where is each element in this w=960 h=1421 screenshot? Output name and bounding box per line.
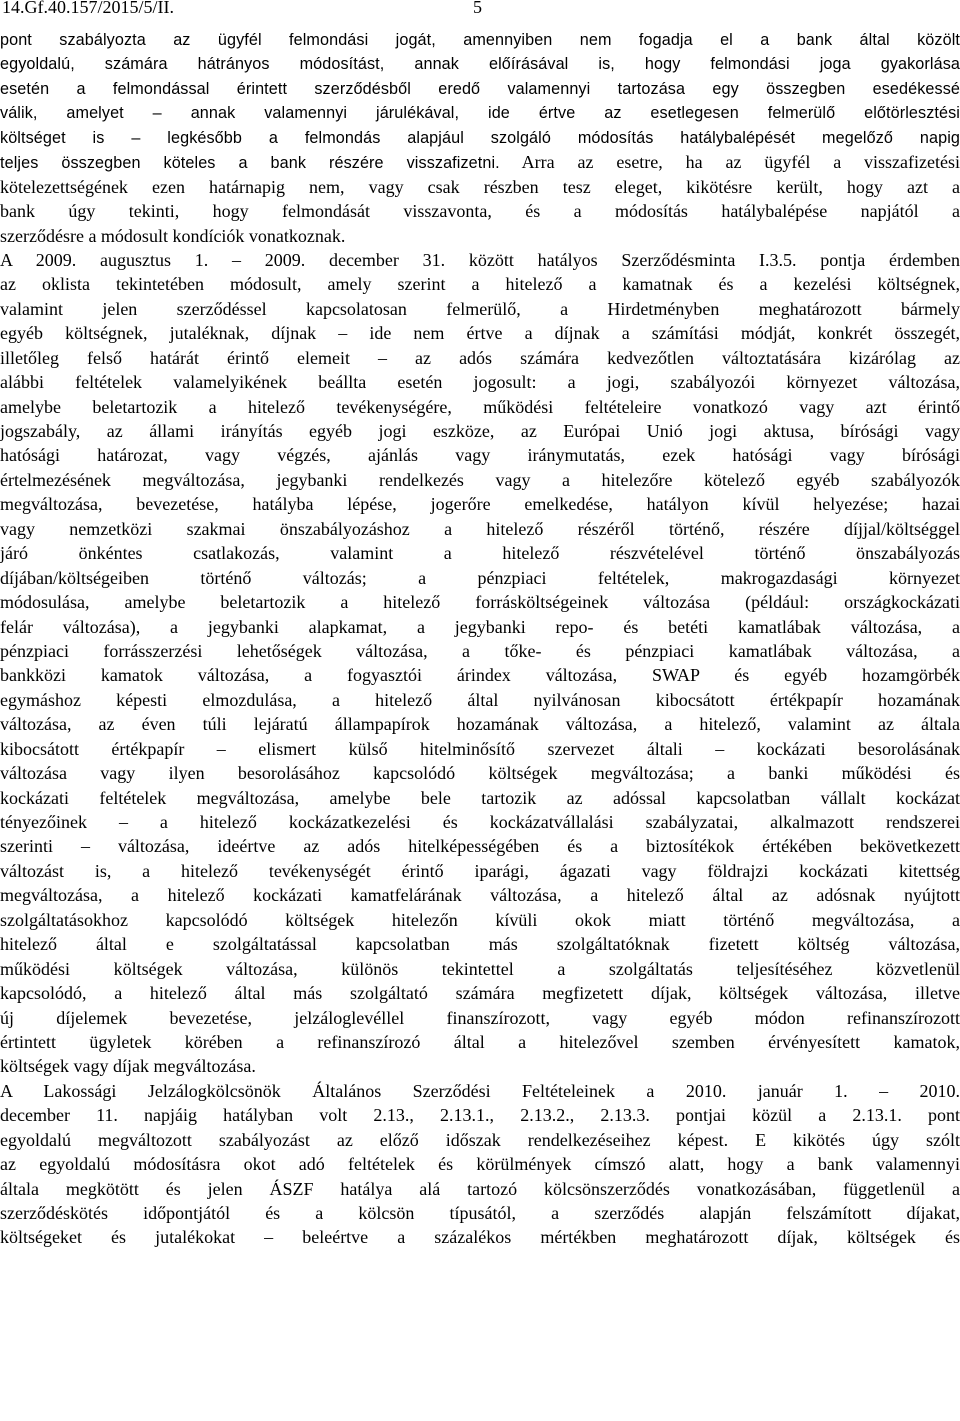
text-line: tényezőinek – a hitelező kockázatkezelési és kockázatvállalási szabályzatai, alkalmazott rendszerei — [0, 812, 960, 832]
text-line: költségek vagy díjak megváltozása. — [0, 1056, 256, 1077]
text-line: A Lakossági Jelzálogkölcsönök Általános Szerződési Feltételeinek a 2010. január 1. – 2010. — [0, 1080, 960, 1101]
text-line: megváltozása, bevezetése, hatályba lépése, jogerőre emelkedése, hatályon kívül helyezése; hazai — [0, 494, 960, 515]
text-line: költségeket és jutalékokat – beleértve a százalékos mértékben meghatározott díjak, költségek és — [0, 1227, 960, 1248]
text-line: egyoldalú, számára hátrányos módosítást, annak előírásával is, hogy felmondási joga gyakorlása — [0, 55, 960, 74]
text-line: szolgáltatásokhoz kapcsolódó költségek hitelezőn kívüli okok miatt történő megváltozása, a — [0, 909, 960, 930]
text-line: megváltozása, a hitelező kockázati kamatfelárának változása, a hitelező által az adósnak nyújtott — [0, 885, 960, 906]
text-line: hitelező által e szolgáltatással kapcsolatban más szolgáltatóknak fizetett költség változása, — [0, 934, 960, 955]
text-line: valamint jelen szerződéssel kapcsolatosan felmerülő, a Hirdetményben meghatározott bármely — [0, 298, 960, 319]
text-line: működési költségek változása, különös tekintettel a szolgáltatás teljesítéséhez közvetlenül — [0, 958, 960, 979]
text-line — [0, 150, 960, 174]
text-segment: Arra az esetre, ha az ügyfél a visszafizetési — [499, 152, 960, 173]
text-line: hatósági határozat, vagy végzés, ajánlás vagy iránymutatás, ezek hatósági vagy bírósági — [0, 445, 960, 466]
text-line: díjában/költségeiben történő változás; a pénzpiaci feltételek, makrogazdasági környezet — [0, 567, 960, 588]
text-line: jogszabály, az állami irányítás egyéb jogi eszköze, az Európai Unió jogi aktusa, bírósági vagy — [0, 421, 960, 441]
text-line: változása vagy ilyen besorolásához kapcsolódó költségek megváltozása; a banki működési és — [0, 763, 960, 784]
document-body — [0, 28, 960, 1250]
text-line: értintett ügyletek körében a refinanszírozó által a hitelezővel szemben érvényesített kamatok, — [0, 1031, 960, 1052]
text-line: az egyoldalú módosításra okot adó feltételek és körülmények címszó alatt, hogy a bank valamennyi — [0, 1154, 960, 1175]
text-line: december 11. napjáig hatályban volt 2.13., 2.13.1., 2.13.2., 2.13.3. pontjai közül a 2.13.1. pont — [0, 1105, 960, 1126]
text-line: új díjelemek bevezetése, jelzáloglevéllel finanszírozott, vagy egyéb módon refinanszírozott — [0, 1007, 960, 1028]
text-line: felár változása), a jegybanki alapkamat, a jegybanki repo- és betéti kamatlábak változása, a — [0, 616, 960, 637]
text-line: kockázati feltételek megváltozása, amelybe bele tartozik az adóssal kapcsolatban vállalt kockázat — [0, 787, 960, 808]
text-line: járó önkéntes csatlakozás, valamint a hitelező részvételével történő önszabályozás — [0, 543, 960, 564]
text-line: értelmezésének megváltozása, jegybanki rendelkezés vagy a hitelezőre kötelező egyéb szabályozók — [0, 469, 960, 490]
text-line: pénzpiaci forrásszerzési lehetőségek változása, a tőke- és pénzpiaci kamatlábak változása, a — [0, 640, 960, 661]
case-reference: 14.Gf.40.157/2015/5/II. — [2, 0, 174, 17]
text-line: szerződésre a módosult kondíciók vonatkoznak. — [0, 225, 346, 246]
text-line: egyoldalú megváltozott szabályozást az előző időszak rendelkezéseihez képest. E kikötés úgy szólt — [0, 1129, 960, 1150]
text-segment: teljes összegben köteles a bank részére visszafizetni. — [0, 154, 500, 173]
text-line: módosulása, amelybe beletartozik a hitelező forrásköltségeinek változása (például: országkockázati — [0, 592, 960, 613]
text-line: esetén a felmondással érintett szerződésből eredő valamennyi tartozása egy összegben esedékessé — [0, 79, 960, 98]
text-line: kibocsátott értékpapír – elismert külső hitelminősítő szervezet általi – kockázati besorolásának — [0, 738, 960, 759]
page-number: 5 — [473, 0, 482, 17]
text-line: illetőleg felső határát érintő elemeit – az adós számára kedvezőtlen változtatására kizárólag az — [0, 347, 960, 368]
text-line: szerződéskötés időpontjától és a kölcsön típusától, a szerződés alapján felszámított díjakat, — [0, 1203, 960, 1223]
text-line: pont szabályozta az ügyfél felmondási jogát, amennyiben nem fogadja el a bank által közölt — [0, 31, 960, 49]
text-line: változást is, a hitelező tevékenységét érintő iparági, ágazati vagy földrajzi kockázati kitettség — [0, 860, 960, 881]
text-line: válik, amelyet – annak valamennyi járulékával, ide értve az esetlegesen felmerülő előtörlesztési — [0, 104, 960, 123]
text-line: változása, az éven túli lejáratú állampapírok hozamának változása, a hitelező, valamint az általa — [0, 714, 960, 735]
text-line: kötelezettségének ezen határnapig nem, vagy csak részben tesz eleget, kikötésre került, hogy azt a — [0, 176, 960, 197]
text-line: bankközi kamatok változása, a fogyasztói árindex változása, SWAP és egyéb hozamgörbék — [0, 665, 960, 686]
text-line: bank úgy tekinti, hogy felmondását visszavonta, és a módosítás hatálybalépése napjától a — [0, 201, 960, 222]
text-line: költséget is – legkésőbb a felmondás alapjául szolgáló módosítás hatálybalépését megelőző napig — [0, 128, 960, 147]
text-line: alábbi feltételek valamelyikének beállta esetén jogosult: a jogi, szabályozói környezet változása, — [0, 372, 960, 393]
text-line: kapcsolódó, a hitelező által más szolgáltató számára megfizetett díjak, költségek változása, illetve — [0, 983, 960, 1004]
text-line: az oklista tekintetében módosult, amely szerint a hitelező a kamatnak és a kezelési költségnek, — [0, 274, 960, 295]
text-line: szerinti – változása, ideértve az adós hitelképességében és a biztosítékok értékében bekövetkezett — [0, 836, 960, 857]
text-line: amelybe beletartozik a hitelező tevékenységére, működési feltételeire vonatkozó vagy azt érintő — [0, 396, 960, 417]
text-line: vagy nemzetközi szakmai önszabályozáshoz a hitelező részéről történő, részére díjjal/költséggel — [0, 518, 960, 539]
text-line: általa megkötött és jelen ÁSZF hatálya alá tartozó kölcsönszerződés vonatkozásában, függetlenül a — [0, 1178, 960, 1199]
text-line: egymáshoz képesti elmozdulása, a hitelező által nyilvánosan kibocsátott értékpapír hozamának — [0, 689, 960, 710]
text-line: A 2009. augusztus 1. – 2009. december 31. között hatályos Szerződésminta I.3.5. pontja érdemben — [0, 249, 960, 270]
text-line: egyéb költségnek, jutaléknak, díjnak – ide nem értve a díjnak a számítási módját, konkrét összegét, — [0, 323, 960, 344]
